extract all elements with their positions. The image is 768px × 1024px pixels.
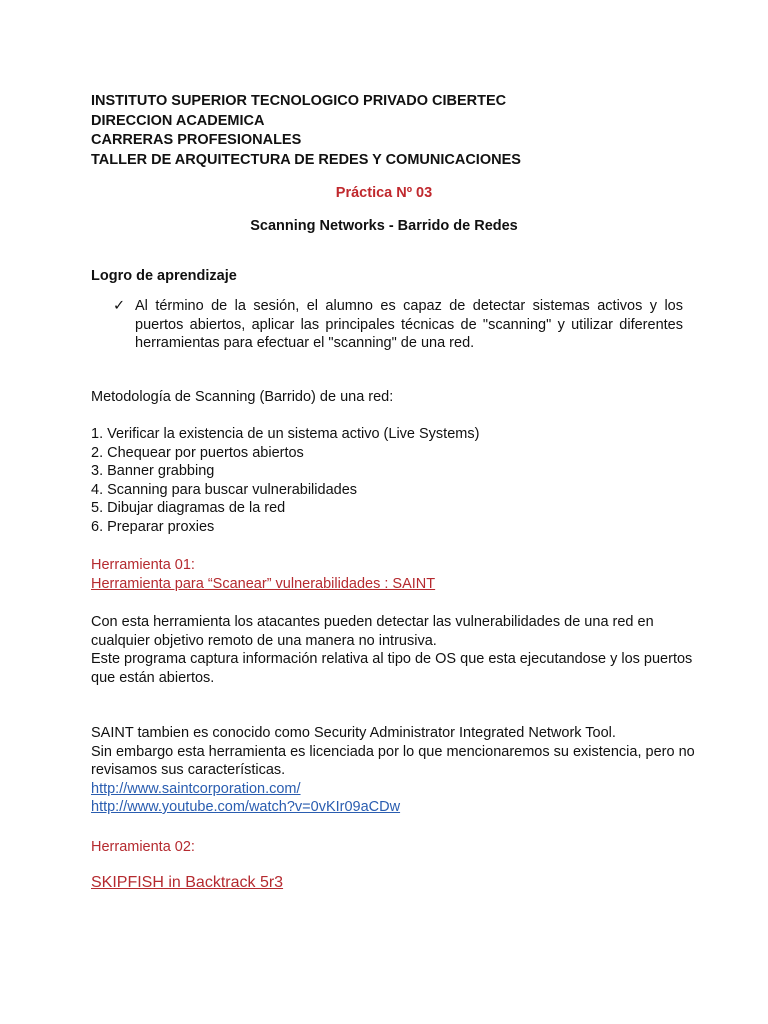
tool1-label: Herramienta 01: xyxy=(91,557,195,573)
practice-title: Práctica Nº 03 xyxy=(335,185,433,201)
tool1-heading xyxy=(91,556,691,593)
learning-goal-heading: Logro de aprendizaje xyxy=(91,268,237,284)
workshop-name: TALLER DE ARQUITECTURA DE REDES Y COMUNICACIONES xyxy=(91,151,521,168)
checkmark-icon: ✓ xyxy=(113,298,126,314)
careers-name: CARRERAS PROFESIONALES xyxy=(91,132,302,148)
learning-goal-text: Al término de la sesión, el alumno es capaz de detectar sistemas activos y los puertos abiertos, aplicar las principales técnicas de "scanning" y utilizar diferentes herramientas para efectuar el "scanning" de una red. xyxy=(135,298,683,351)
tool1-title: Herramienta para “Scanear” vulnerabilidades : SAINT xyxy=(91,575,436,592)
paragraph-line: cualquier objetivo remoto de una manera no intrusiva. xyxy=(91,632,437,649)
list-item: 6. Preparar proxies xyxy=(91,518,215,535)
methodology-steps xyxy=(91,425,691,536)
methodology-intro xyxy=(91,388,691,407)
paragraph-line: revisamos sus características. xyxy=(91,762,286,778)
list-item: 4. Scanning para buscar vulnerabilidades xyxy=(91,481,358,498)
document-header xyxy=(91,92,521,170)
tool2-title-link[interactable]: SKIPFISH in Backtrack 5r3 xyxy=(91,874,284,891)
list-item: 3. Banner grabbing xyxy=(91,463,215,479)
tool2-heading xyxy=(91,838,691,857)
tool1-notes xyxy=(91,724,695,817)
youtube-video-link[interactable]: http://www.youtube.com/watch?v=0vKIr09aCDw xyxy=(91,799,401,815)
direction-name: DIRECCION ACADEMICA xyxy=(91,112,265,129)
learning-goal-item xyxy=(113,297,683,353)
list-item: 5. Dibujar diagramas de la red xyxy=(91,500,286,516)
list-item: 1. Verificar la existencia de un sistema activo (Live Systems) xyxy=(91,426,480,442)
methodology-intro-text: Metodología de Scanning (Barrido) de una red: xyxy=(91,389,394,405)
saint-website-link[interactable]: http://www.saintcorporation.com/ xyxy=(91,780,301,797)
tool1-description xyxy=(91,613,691,687)
list-item: 2. Chequear por puertos abiertos xyxy=(91,444,304,461)
paragraph-line: SAINT tambien es conocido como Security Administrator Integrated Network Tool. xyxy=(91,725,616,741)
paragraph-line: Este programa captura información relativa al tipo de OS que esta ejecutandose y los puertos xyxy=(91,651,693,667)
paragraph-line: Sin embargo esta herramienta es licenciada por lo que mencionaremos su existencia, pero no xyxy=(91,743,695,760)
institution-name: INSTITUTO SUPERIOR TECNOLOGICO PRIVADO CIBERTEC xyxy=(91,93,507,109)
paragraph-line: Con esta herramienta los atacantes pueden detectar las vulnerabilidades de una red en xyxy=(91,614,654,630)
paragraph-line: que están abiertos. xyxy=(91,669,215,686)
tool2-label: Herramienta 02: xyxy=(91,839,195,855)
document-subtitle: Scanning Networks - Barrido de Redes xyxy=(250,218,518,234)
